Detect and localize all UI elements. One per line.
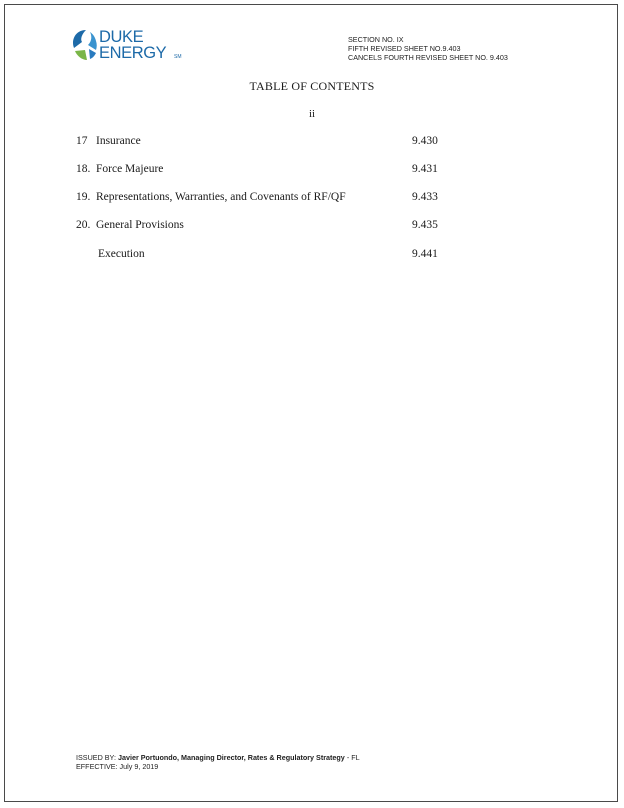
- toc-row: [0, 219, 624, 235]
- effective-line: [76, 762, 360, 771]
- toc-item-page: 9.441: [412, 248, 438, 260]
- effective-label: EFFECTIVE:: [76, 762, 118, 771]
- toc-item-title: Representations, Warranties, and Covenants of RF/QF: [96, 191, 346, 203]
- sheet-number: FIFTH REVISED SHEET NO.9.403: [348, 44, 461, 53]
- toc-item-page: 9.431: [412, 163, 438, 175]
- toc-item-number: 18.: [76, 163, 91, 175]
- cancels-sheet: CANCELS FOURTH REVISED SHEET NO. 9.403: [348, 53, 508, 62]
- toc-item-page: 9.433: [412, 191, 438, 203]
- issued-by-name: Javier Portuondo, Managing Director, Rates & Regulatory Strategy: [117, 753, 345, 762]
- issued-by-line: [76, 753, 360, 762]
- page-border: [4, 4, 618, 802]
- effective-date: July 9, 2019: [119, 762, 159, 771]
- logo-line-energy: ENERGY: [99, 44, 167, 62]
- toc-item-number: 17: [76, 135, 88, 147]
- footer: [76, 753, 360, 771]
- duke-energy-mark-icon: [70, 28, 98, 62]
- toc-row: [0, 191, 624, 207]
- logo-service-mark: SM: [174, 54, 182, 60]
- toc-item-title: Insurance: [96, 135, 141, 147]
- sheet-info: [348, 35, 508, 62]
- toc-item-title: General Provisions: [96, 219, 184, 231]
- toc-item-number: 19.: [76, 191, 91, 203]
- section-number: SECTION NO. IX: [348, 35, 404, 44]
- issued-by-suffix: - FL: [346, 753, 360, 762]
- toc-item-title: Force Majeure: [96, 163, 164, 175]
- duke-energy-logo: [70, 26, 190, 70]
- toc-row: [0, 163, 624, 179]
- page-title: TABLE OF CONTENTS: [249, 79, 375, 93]
- toc-item-title: Execution: [98, 248, 145, 260]
- toc-item-page: 9.435: [412, 219, 438, 231]
- logo-wordmark: [99, 29, 166, 61]
- logo-line-duke: DUKE: [99, 28, 144, 46]
- toc-item-number: 20.: [76, 219, 91, 231]
- page-number: ii: [308, 108, 316, 120]
- toc-item-page: 9.430: [412, 135, 438, 147]
- issued-by-label: ISSUED BY:: [76, 753, 116, 762]
- toc-row: [0, 248, 624, 264]
- toc-row: [0, 135, 624, 151]
